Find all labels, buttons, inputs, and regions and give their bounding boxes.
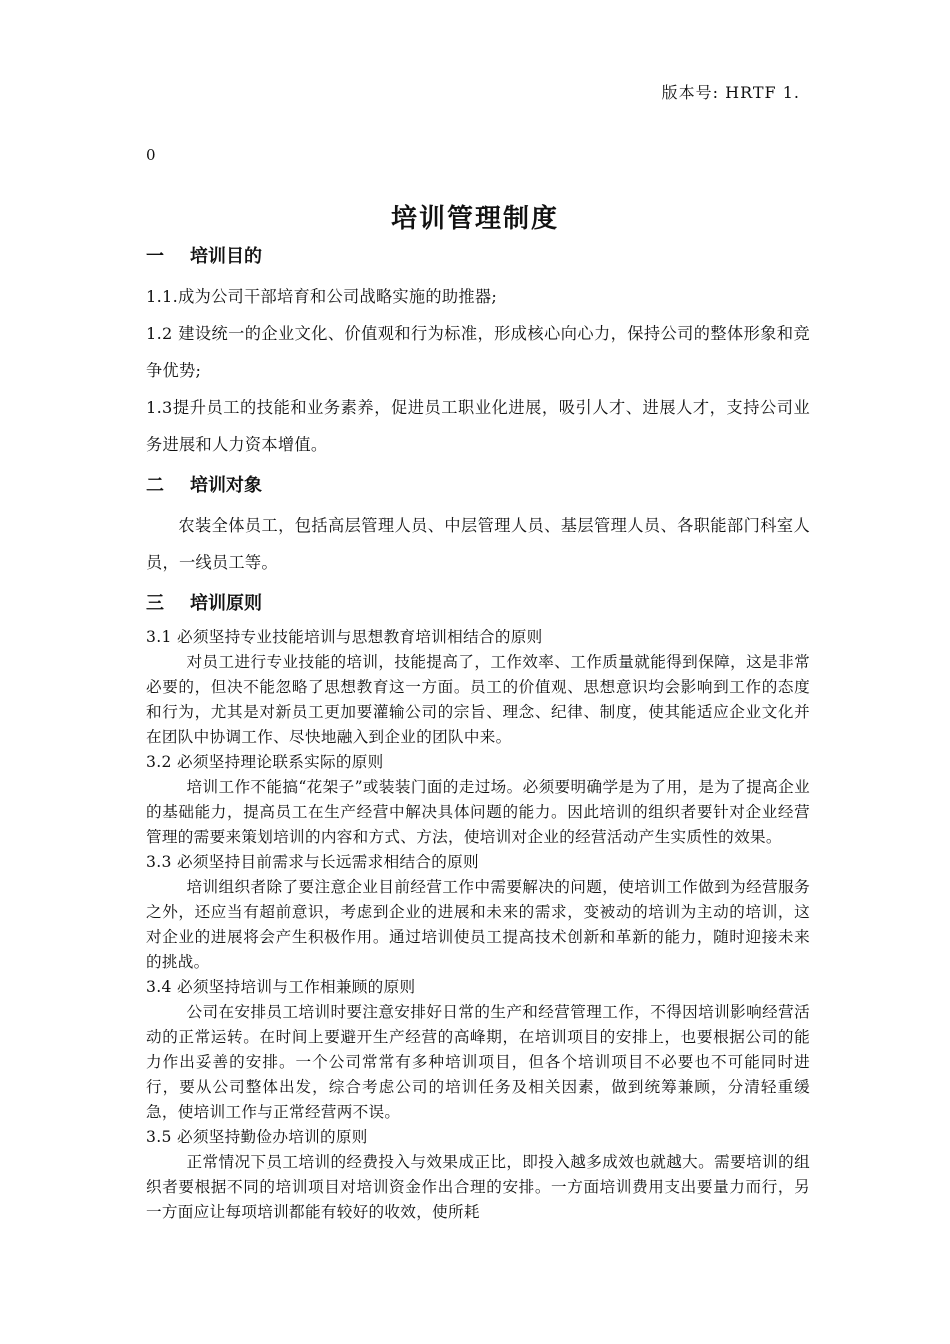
section-heading-principles <box>146 587 810 621</box>
principle-title: 3.3 必须坚持目前需求与长远需求相结合的原则 <box>146 853 479 871</box>
principle-title: 3.1 必须坚持专业技能培训与思想教育培训相结合的原则 <box>146 628 543 646</box>
section-title: 培训目的 <box>190 246 262 267</box>
version-label: 版本号: HRTF 1. <box>661 83 800 102</box>
purpose-item: 1.2 建设统一的企业文化、价值观和行为标准，形成核心向心力，保持公司的整体形象和竞争优势; <box>146 324 810 380</box>
principle-body: 培训工作不能搞“花架子”或装装门面的走过场。必须要明确学是为了用，是为了提高企业的基础能力，提高员工在生产经营中解决具体问题的能力。因此培训的组织者要针对企业经营管理的需要来策划培训的内容和方式、方法，使培训对企业的经营活动产生实质性的效果。 <box>146 778 810 846</box>
principle-body: 培训组织者除了要注意企业目前经营工作中需要解决的问题，使培训工作做到为经营服务之外，还应当有超前意识，考虑到企业的进展和未来的需求，变被动的培训为主动的培训，这对企业的进展将会产生积极作用。通过培训使员工提高技术创新和革新的能力，随时迎接未来的挑战。 <box>146 878 810 971</box>
audience-paragraph: 农装全体员工，包括高层管理人员、中层管理人员、基层管理人员、各职能部门科室人员，一线员工等。 <box>146 516 810 572</box>
purpose-item: 1.3提升员工的技能和业务素养，促进员工职业化进展，吸引人才、进展人才，支持公司业务进展和人力资本增值。 <box>146 398 810 454</box>
section-number: 一 <box>146 246 164 267</box>
document-body <box>146 240 810 1225</box>
purpose-item: 1.1.成为公司干部培育和公司战略实施的助推器; <box>146 287 498 306</box>
section-title: 培训原则 <box>190 593 262 614</box>
principle-body: 正常情况下员工培训的经费投入与效果成正比，即投入越多成效也就越大。需要培训的组织者要根据不同的培训项目对培训资金作出合理的安排。一方面培训费用支出要量力而行，另一方面应让每项培训都能有较好的收效，使所耗 <box>146 1153 810 1221</box>
principle-body: 公司在安排员工培训时要注意安排好日常的生产和经营管理工作，不得因培训影响经营活动的正常运转。在时间上要避开生产经营的高峰期，在培训项目的安排上，也要根据公司的能力作出妥善的安排。一个公司常常有多种培训项目，但各个培训项目不必要也不可能同时进行，要从公司整体出发，综合考虑公司的培训任务及相关因素，做到统筹兼顾，分清轻重缓急，使培训工作与正常经营两不误。 <box>146 1003 810 1121</box>
principle-body: 对员工进行专业技能的培训，技能提高了，工作效率、工作质量就能得到保障，这是非常必要的，但决不能忽略了思想教育这一方面。员工的价值观、思想意识均会影响到工作的态度和行为，尤其是对新员工更加要灌输公司的宗旨、理念、纪律、制度，使其能适应企业文化并在团队中协调工作、尽快地融入到企业的团队中来。 <box>146 653 810 746</box>
document-title: 培训管理制度 <box>390 204 559 234</box>
principle-title: 3.2 必须坚持理论联系实际的原则 <box>146 753 384 771</box>
principle-title: 3.4 必须坚持培训与工作相兼顾的原则 <box>146 978 416 996</box>
principle-title: 3.5 必须坚持勤俭办培训的原则 <box>146 1128 368 1146</box>
version-tail: 0 <box>146 146 156 164</box>
section-title: 培训对象 <box>190 475 262 496</box>
section-number: 二 <box>146 475 164 496</box>
section-heading-audience <box>146 469 810 503</box>
section-number: 三 <box>146 593 164 614</box>
section-heading-purpose <box>146 240 810 274</box>
